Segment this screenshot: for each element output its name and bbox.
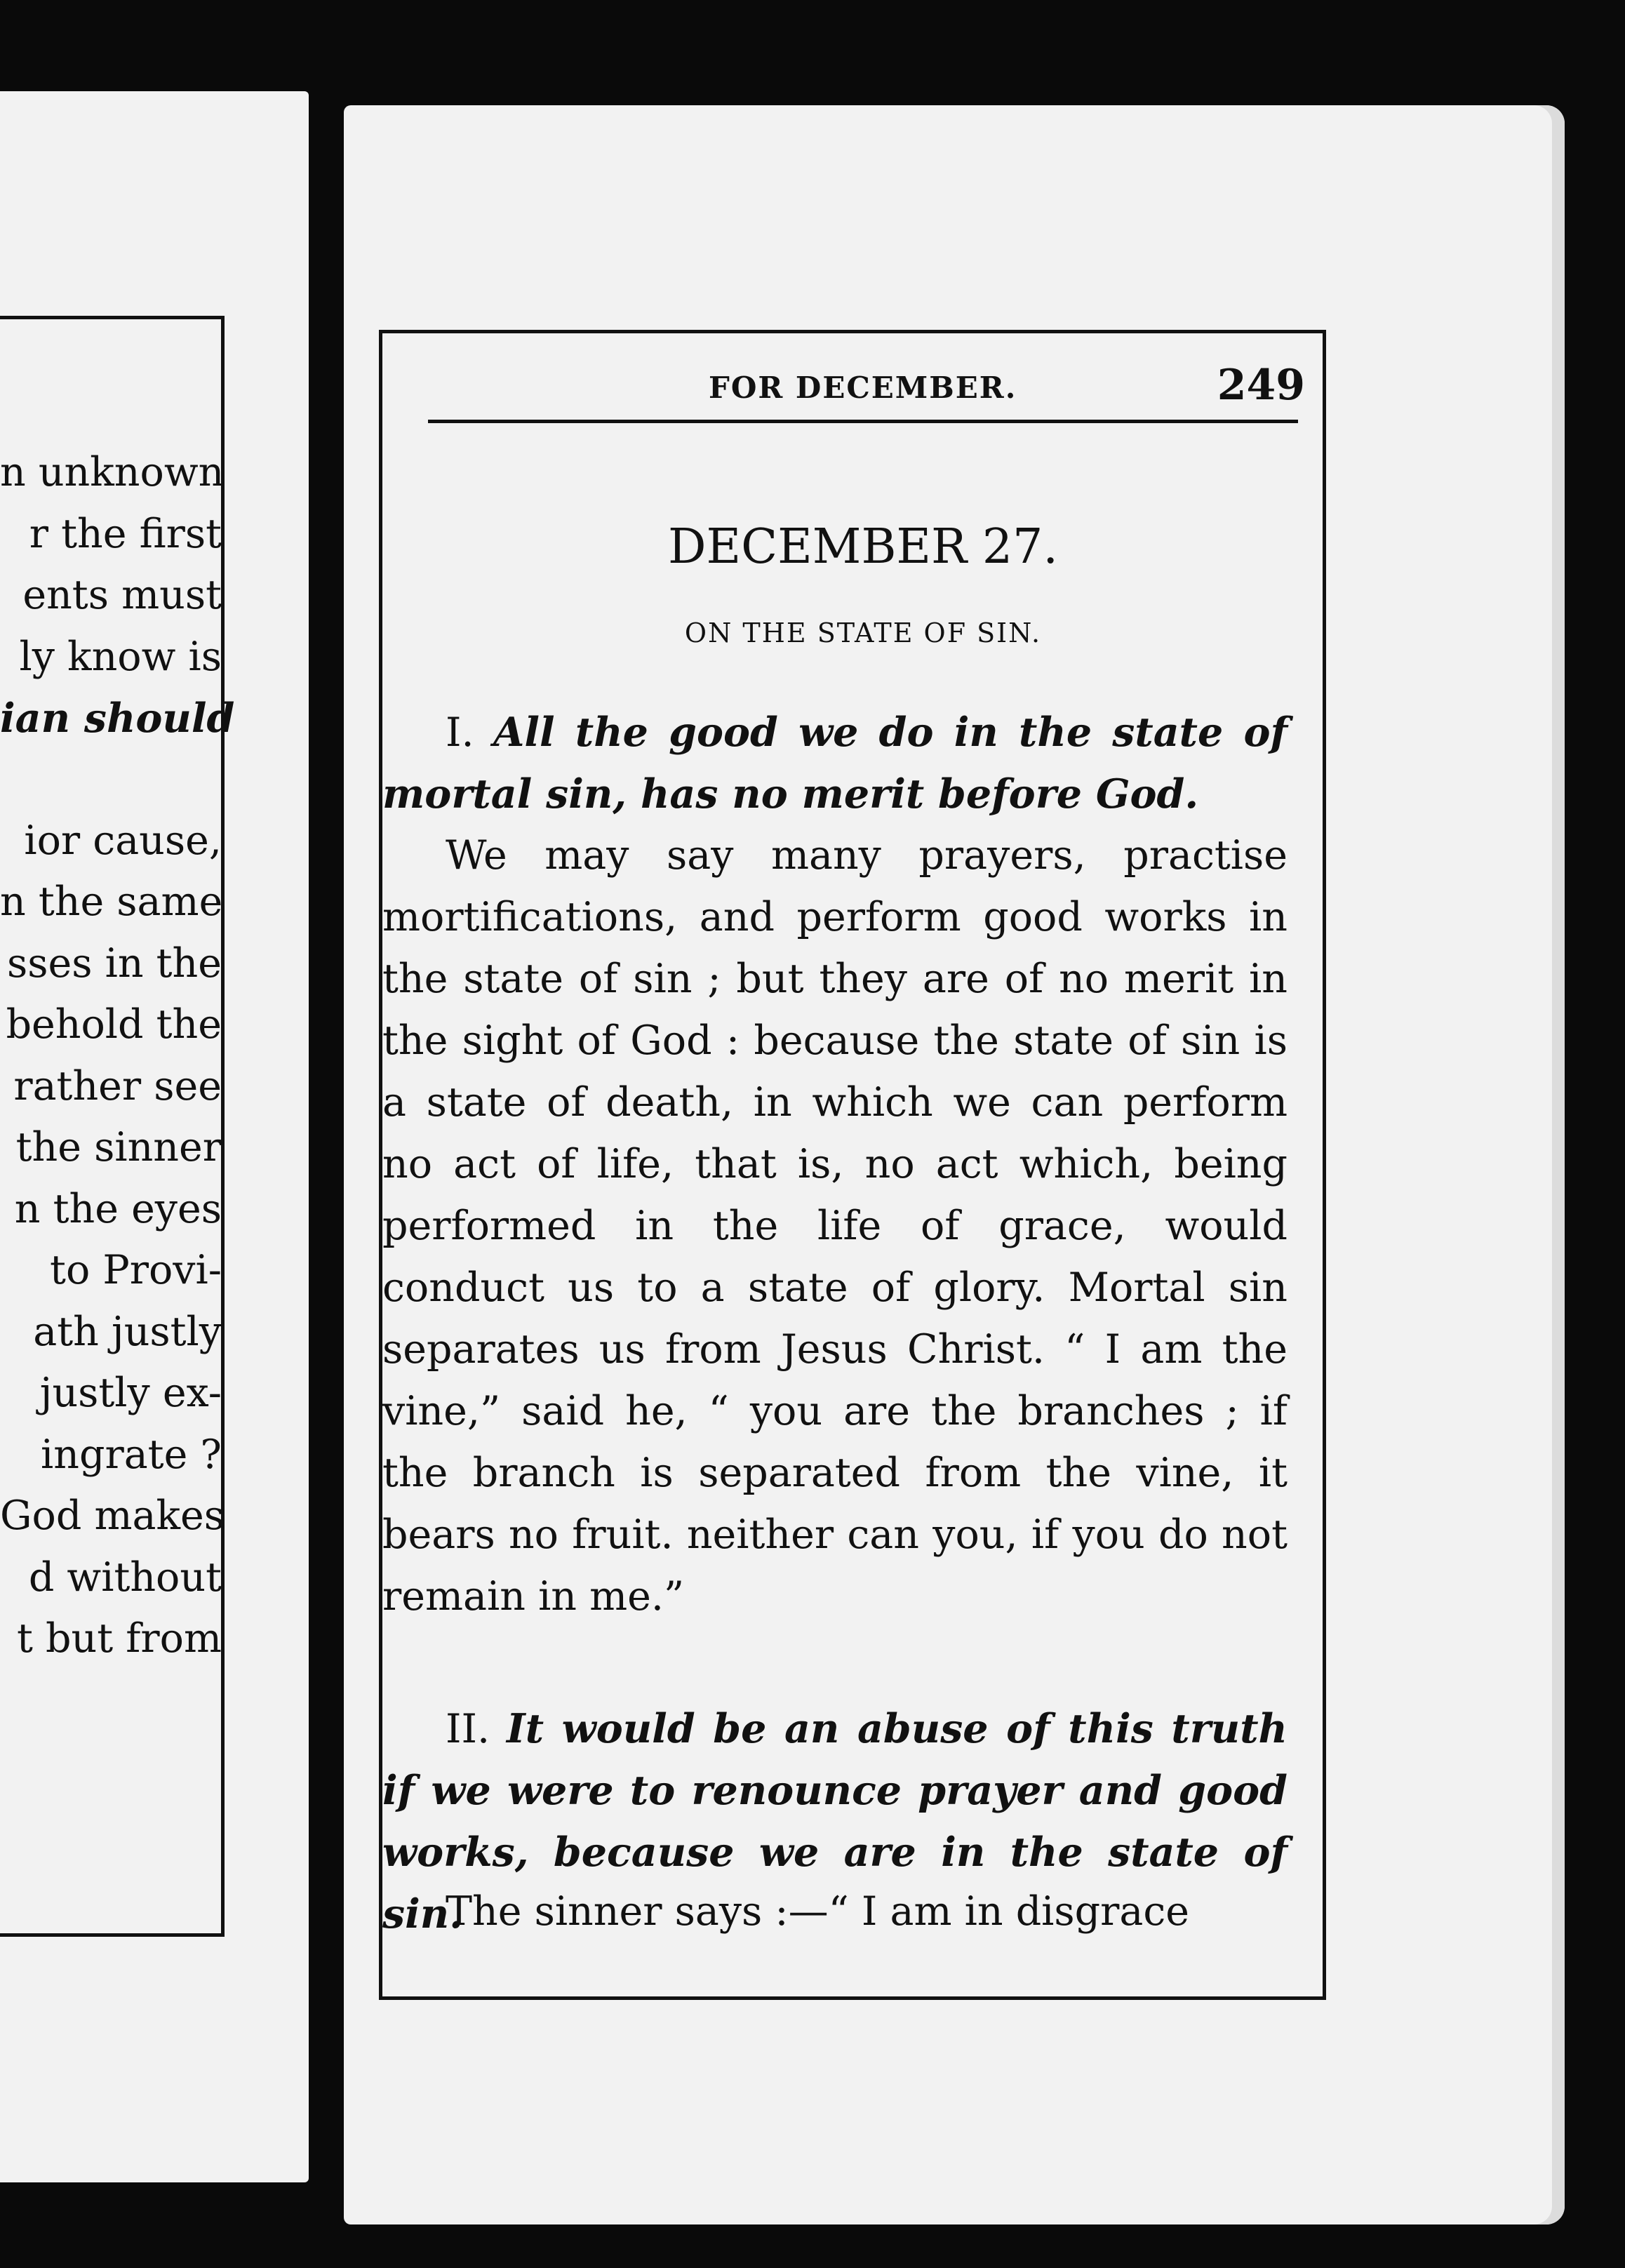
subtitle: ON THE STATE OF SIN.: [684, 618, 1042, 648]
point-one-heading: [382, 702, 1288, 825]
left-line-italic: ian should: [0, 695, 235, 742]
point-one-numeral: I.: [446, 709, 474, 756]
left-line: the sinner: [15, 1124, 222, 1170]
date-heading: DECEMBER 27.: [667, 519, 1059, 575]
left-line: ly know is: [19, 633, 222, 680]
point-two-text: It would be an abuse of this truth if we were to renounce prayer and good works, because we are in the state of sin.: [382, 1705, 1288, 1937]
left-line: d without: [28, 1554, 222, 1601]
left-line: behold the: [6, 1001, 222, 1048]
left-page-text: [0, 442, 235, 1670]
page-number: 249: [1217, 361, 1305, 410]
running-title: FOR DECEMBER.: [709, 371, 1017, 405]
point-one-text: All the good we do in the state of mortal sin, has no merit before God.: [382, 709, 1288, 818]
left-line: ents must: [22, 572, 222, 618]
left-paragraph-gap: [0, 749, 222, 811]
left-line: t but from: [17, 1615, 222, 1662]
left-line: r the first: [29, 510, 222, 557]
left-line: sses in the: [6, 940, 222, 987]
header-rule: [428, 420, 1298, 423]
left-line: God makes: [0, 1493, 225, 1539]
running-head: [421, 361, 1305, 428]
left-line: rather see: [13, 1062, 222, 1109]
left-line: ath justly: [33, 1308, 222, 1355]
left-line: ior cause,: [24, 817, 222, 864]
paragraph-two: The sinner says :—“ I am in disgrace: [446, 1888, 1190, 1935]
point-two-numeral: II.: [446, 1706, 490, 1752]
left-line: to Provi-: [50, 1247, 222, 1293]
left-line: n the eyes: [14, 1185, 222, 1232]
left-line: justly ex-: [39, 1370, 222, 1416]
paragraph-one: We may say many prayers, practise mortifications, and perform good works in the state of sin ; but they are of no merit in the sight of God : because the state of sin is a state of death, in which we can perform no act of life, that is, no act which, being performed in the life of grace, would conduct us to a state of glory. Mortal sin separates us from Jesus Christ. “ I am the vine,” said he, “ you are the branches ; if the branch is separated from the vine, it bears no fruit. neither can you, if you do not remain in me.”: [382, 832, 1288, 1620]
left-line: n the same: [0, 879, 223, 925]
left-line: n unknown: [0, 449, 225, 495]
left-line: ingrate ?: [41, 1431, 222, 1478]
